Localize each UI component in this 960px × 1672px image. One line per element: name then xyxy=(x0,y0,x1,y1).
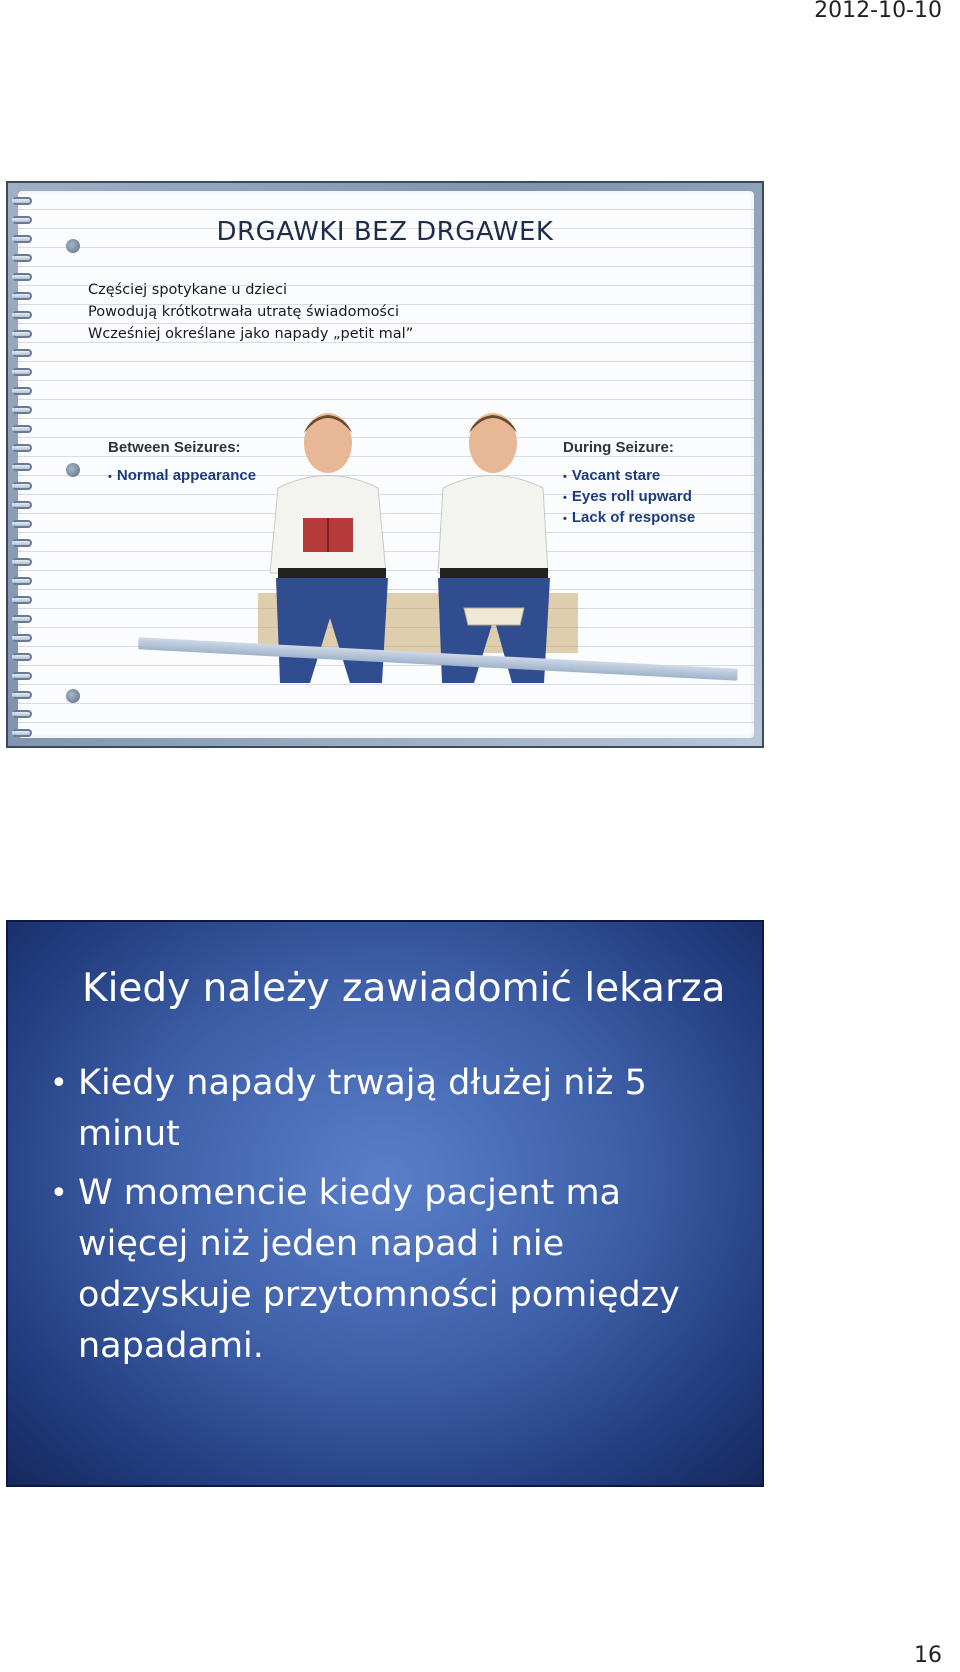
spiral-ring xyxy=(12,653,32,661)
spiral-ring xyxy=(12,197,32,205)
spiral-ring xyxy=(12,615,32,623)
list-item xyxy=(48,1058,728,1160)
spiral-ring xyxy=(12,520,32,528)
bullet-icon: • xyxy=(50,1066,68,1101)
list-item-text: W momencie kiedy pacjent ma więcej niż jeden napad i nie odzyskuje przytomności pomiędzy napadami. xyxy=(78,1173,680,1366)
between-seizures-label xyxy=(108,439,256,487)
spiral-ring xyxy=(12,729,32,737)
spiral-ring xyxy=(12,463,32,471)
slide-title: Kiedy należy zawiadomić lekarza xyxy=(82,966,726,1011)
spiral-ring xyxy=(12,539,32,547)
bullet-icon: • xyxy=(50,1176,68,1211)
spiral-ring xyxy=(12,406,32,414)
spiral-ring xyxy=(12,254,32,262)
during-item-text: Lack of response xyxy=(571,509,696,526)
spiral-ring xyxy=(12,691,32,699)
between-item xyxy=(108,466,256,487)
spiral-ring xyxy=(12,634,32,642)
spiral-ring xyxy=(12,482,32,490)
spiral-ring xyxy=(12,368,32,376)
spiral-ring xyxy=(12,672,32,680)
spiral-ring xyxy=(12,292,32,300)
spiral-ring xyxy=(12,596,32,604)
list-item-text: Kiedy napady trwają dłużej niż 5 minut xyxy=(78,1063,647,1154)
page-number: 16 xyxy=(914,1643,942,1668)
during-item xyxy=(563,508,695,529)
intro-line: Częściej spotykane u dzieci xyxy=(88,282,287,298)
spiral-ring xyxy=(12,444,32,452)
bullet-icon: • xyxy=(563,471,567,483)
spiral-ring xyxy=(12,387,32,395)
spiral-ring xyxy=(12,558,32,566)
binder-hole xyxy=(66,689,80,703)
during-item xyxy=(563,466,695,487)
bullet-icon: • xyxy=(108,471,112,483)
during-item-text: Eyes roll upward xyxy=(571,488,692,505)
spiral-ring xyxy=(12,425,32,433)
between-heading: Between Seizures: xyxy=(108,439,241,456)
during-item-text: Vacant stare xyxy=(571,467,661,484)
list-item xyxy=(48,1168,728,1372)
during-heading: During Seizure: xyxy=(563,439,674,456)
bullet-icon: • xyxy=(563,513,567,525)
bullet-icon: • xyxy=(563,492,567,504)
slide-when-to-call-doctor xyxy=(6,920,764,1487)
page-date: 2012-10-10 xyxy=(814,0,942,23)
spiral-ring xyxy=(12,349,32,357)
spiral-ring xyxy=(12,501,32,509)
during-item xyxy=(563,487,695,508)
spiral-ring xyxy=(12,330,32,338)
spiral-ring xyxy=(12,577,32,585)
intro-line: Powodują krótkotrwała utratę świadomości xyxy=(88,304,399,320)
binder-hole xyxy=(66,463,80,477)
intro-text xyxy=(88,279,413,345)
spiral-ring xyxy=(12,311,32,319)
between-item-text: Normal appearance xyxy=(116,467,257,484)
spiral-binding xyxy=(8,191,38,738)
during-seizure-label xyxy=(563,439,695,529)
slide-notebook xyxy=(6,181,764,748)
spiral-ring xyxy=(12,710,32,718)
slide-title: DRGAWKI BEZ DRGAWEK xyxy=(216,217,554,247)
intro-line: Wcześniej określane jako napady „petit mal” xyxy=(88,326,414,342)
bullet-list xyxy=(48,1058,728,1380)
spiral-ring xyxy=(12,273,32,281)
